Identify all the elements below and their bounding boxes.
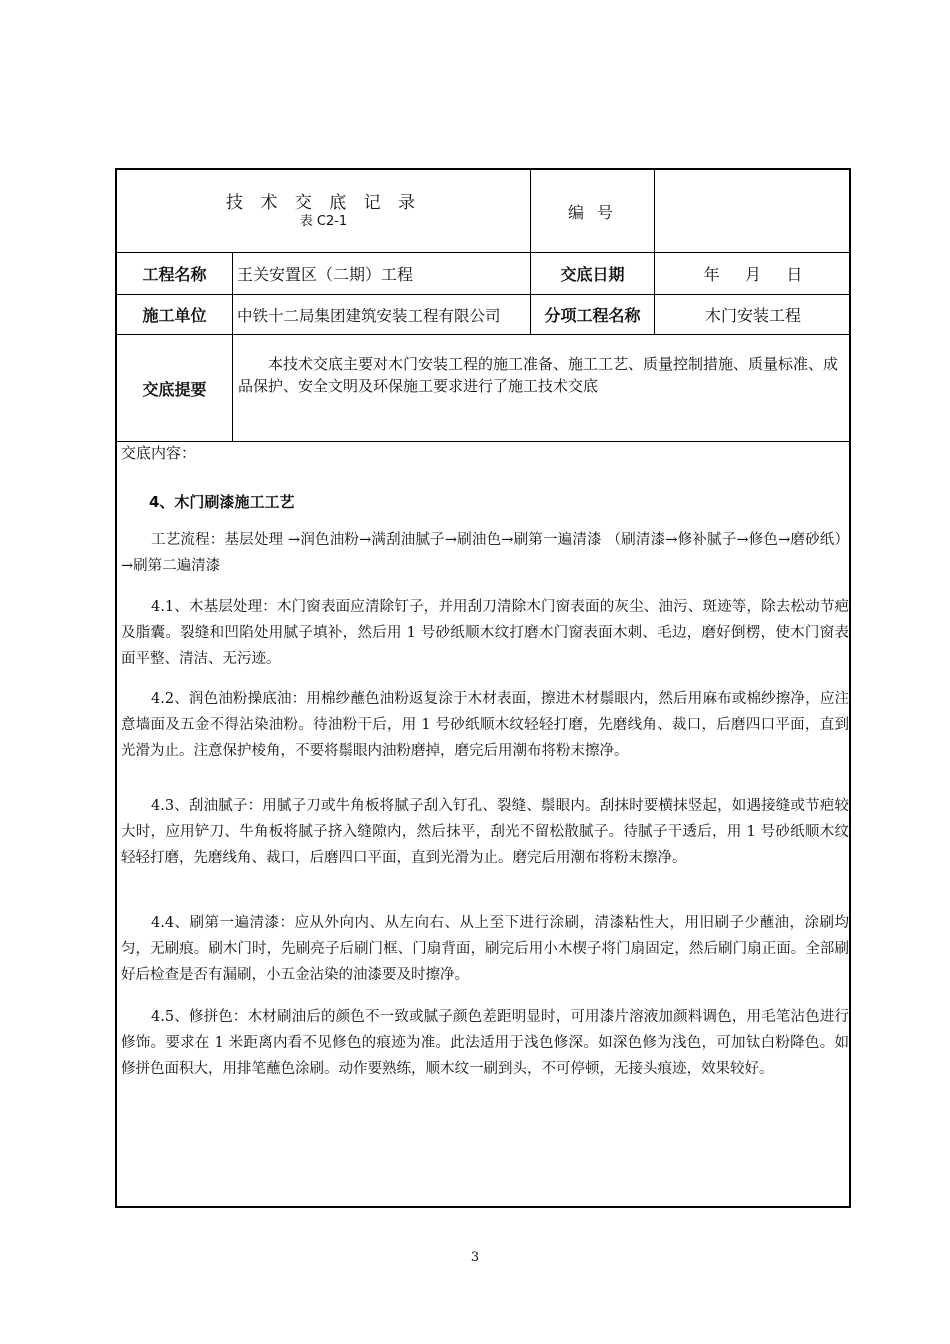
form-number: 表 C2-1 bbox=[299, 213, 348, 229]
section-heading: 4、木门刷漆施工工艺 bbox=[149, 493, 295, 511]
summary-text: 本技术交底主要对木门安装工程的施工准备、施工工艺、质量控制措施、质量标准、成品保护、安全文明及环保施工要求进行了施工技术交底 bbox=[238, 355, 839, 395]
process-flow-paragraph: 工艺流程：基层处理 →润色油粉→满刮油腻子→刷油色→刷第一遍清漆 （刷清漆→修补腻子→修色→磨砂纸）→刷第二遍清漆 bbox=[121, 532, 849, 574]
form-title: 技 术 交 底 记 录 bbox=[225, 192, 422, 213]
date-label: 交底日期 bbox=[560, 265, 625, 284]
paragraph-4-2: 4.2、润色油粉操底油：用棉纱蘸色油粉返复涂于木材表面，擦进木材鬃眼内，然后用麻布或棉纱擦净，应注意墙面及五金不得沾染油粉。待油粉干后，用 1 号砂纸顺木纹轻轻打磨，先磨线角、裁口，后磨四口平面，直到光滑为止。注意保护棱角，不要将鬃眼内油粉磨掉，磨完后用潮布将粉末擦净。 bbox=[121, 691, 849, 759]
code-value-field[interactable] bbox=[655, 170, 851, 252]
row-divider bbox=[117, 441, 849, 442]
paragraph-4-3: 4.3、刮油腻子：用腻子刀或牛角板将腻子刮入钉孔、裂缝、鬃眼内。刮抹时要横抹竖起，如遇接缝或节疤较大时，应用铲刀、牛角板将腻子挤入缝隙内，然后抹平，刮光不留松散腻子。待腻子干透后，用 1 号砂纸顺木纹轻轻打磨，先磨线角、裁口，后磨四口平面，直到光滑为止。磨完后用潮布将粉末擦净。 bbox=[121, 798, 849, 866]
project-name-value: 王关安置区（二期）工程 bbox=[237, 265, 414, 284]
disclosure-form bbox=[115, 168, 851, 1208]
subproject-value: 木门安装工程 bbox=[704, 306, 801, 325]
page-number: 3 bbox=[470, 1250, 480, 1265]
date-value: 年 月 日 bbox=[703, 265, 803, 284]
paragraph-4-5: 4.5、修拼色：木材刷油后的颜色不一致或腻子颜色差距明显时，可用漆片溶液加颜料调色，用毛笔沾色进行修饰。要求在 1 米距离内看不见修色的痕迹为准。此法适用于浅色修深。如深色修为浅色，可加钛白粉降色。如修拼色面积大，用排笔蘸色涂刷。动作要熟练，顺木纹一刷到头，不可停顿，无接头痕迹，效果较好。 bbox=[121, 1009, 849, 1077]
summary-label: 交底提要 bbox=[142, 379, 207, 399]
unit-label: 施工单位 bbox=[142, 306, 207, 325]
content-label: 交底内容： bbox=[121, 444, 197, 462]
paragraph-4-4: 4.4、刷第一遍清漆：应从外向内、从左向右、从上至下进行涂刷，清漆粘性大，用旧刷子少蘸油，涂刷均匀，无刷痕。刷木门时，先刷亮子后刷门框、门扇背面，刷完后用小木楔子将门扇固定，然后刷门扇正面。全部刷好后检查是否有漏刷，小五金沾染的油漆要及时擦净。 bbox=[121, 915, 849, 983]
subproject-label: 分项工程名称 bbox=[544, 306, 641, 325]
project-name-label: 工程名称 bbox=[142, 265, 207, 284]
code-label: 编 号 bbox=[567, 202, 618, 222]
paragraph-4-1: 4.1、木基层处理：木门窗表面应清除钉子，并用刮刀清除木门窗表面的灰尘、油污、斑迹等，除去松动节疤及脂囊。裂缝和凹陷处用腻子填补，然后用 1 号砂纸顺木纹打磨木门窗表面木刺、毛边，磨好倒楞，使木门窗表面平整、清洁、无污迹。 bbox=[121, 599, 849, 667]
form-title-cell bbox=[117, 170, 530, 252]
unit-value: 中铁十二局集团建筑安装工程有限公司 bbox=[237, 306, 501, 325]
